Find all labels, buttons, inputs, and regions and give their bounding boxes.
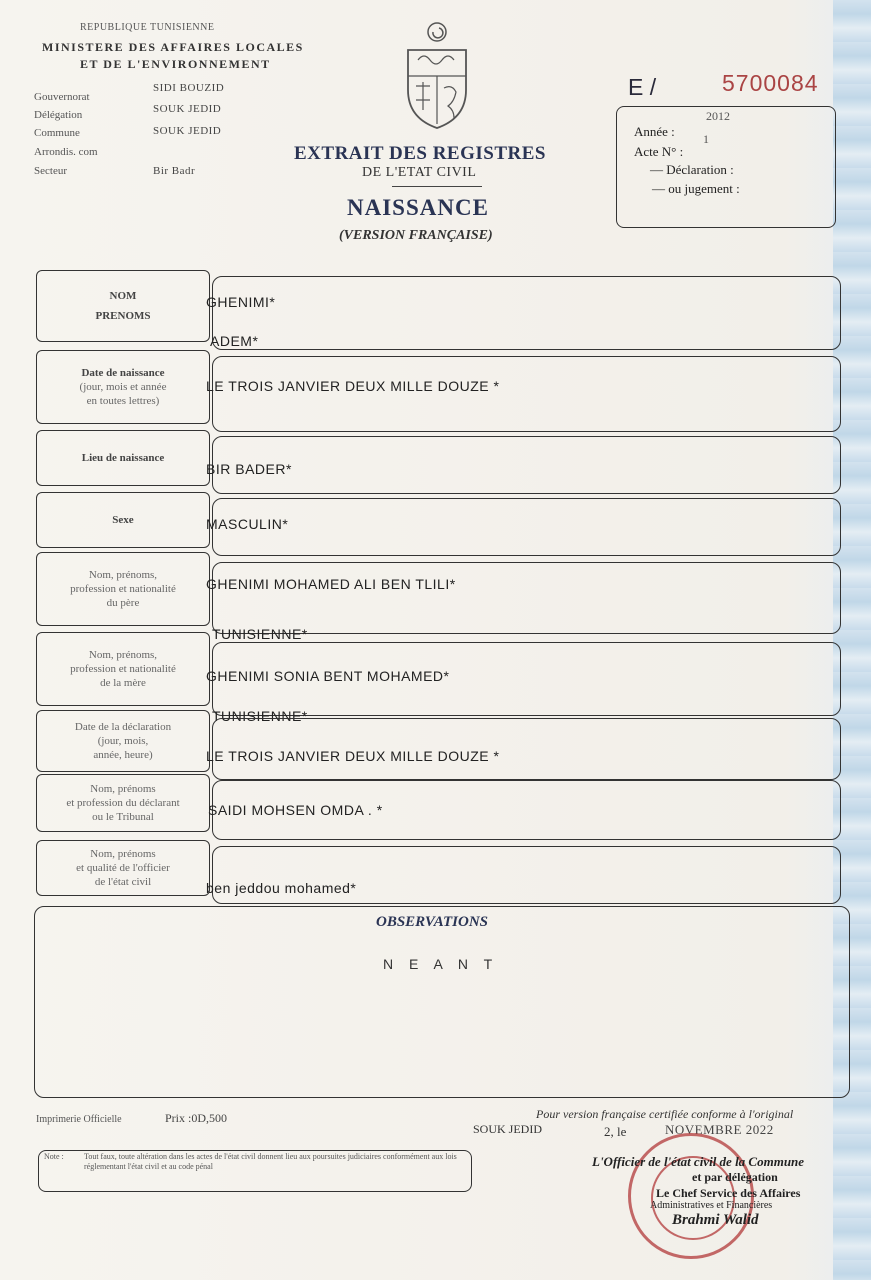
decl-label-2: (jour, mois, (97, 735, 149, 747)
mere-label-1: Nom, prénoms, (88, 649, 158, 661)
acte-value: 1 (703, 132, 709, 146)
declarant-label-3: ou le Tribunal (92, 811, 154, 823)
title-rule (392, 186, 482, 187)
coat-of-arms-icon (400, 20, 474, 132)
declarant-label-1: Nom, prénoms (90, 783, 156, 795)
label-mere (36, 632, 210, 706)
label-arrondissement: Arrondis. com (34, 146, 98, 158)
officier-label-1: Nom, prénoms (90, 848, 156, 860)
title-line2: DE L'ETAT CIVIL (362, 165, 477, 180)
officier-label-2: et qualité de l'officier (76, 862, 170, 874)
imprimerie: Imprimerie Officielle (36, 1114, 122, 1125)
declaration-label: — Déclaration : (650, 162, 734, 177)
officier-label-3: de l'état civil (94, 876, 152, 888)
footer-place: SOUK JEDID (473, 1122, 542, 1136)
signature-line1: L'Officier de l'état civil de la Commune (592, 1154, 805, 1169)
value-secteur: Bir Badr (153, 165, 196, 177)
label-nom-prenoms (36, 270, 210, 342)
label-secteur: Secteur (34, 165, 67, 177)
value-prenoms: ADEM* (210, 333, 259, 349)
value-gouvernorat: SIDI BOUZID (153, 82, 225, 94)
label-date-naissance (36, 350, 210, 424)
value-delegation: SOUK JEDID (153, 103, 222, 115)
value-mere: GHENIMI SONIA BENT MOHAMED* (206, 668, 450, 684)
observations-value: N E A N T (383, 956, 499, 972)
note-text: Tout faux, toute altération dans les actes de l'état civil donnent lieu aux poursuites judiciaires conformément aux lois réglementant l'état civil et au code pénal (84, 1152, 457, 1171)
label-prenoms: PRENOMS (95, 310, 151, 322)
value-declarant: SAIDI MOHSEN OMDA . * (208, 802, 383, 818)
pere-label-3: du père (106, 597, 140, 609)
footer-date-prefix: 2, le (604, 1124, 627, 1139)
mere-label-3: de la mère (100, 677, 146, 689)
pere-label-2: profession et nationalité (70, 583, 176, 595)
title-version: (VERSION FRANÇAISE) (339, 228, 493, 243)
date-label-3: en toutes lettres) (86, 395, 160, 407)
observations-title: OBSERVATIONS (376, 914, 488, 930)
label-sexe: Sexe (36, 492, 210, 548)
decl-label-1: Date de la déclaration (74, 721, 172, 733)
acte-label: Acte N° : (634, 144, 684, 159)
serial-number: 5700084 (722, 70, 819, 96)
date-label-2: (jour, mois et année (79, 381, 167, 393)
jugement-label: — ou jugement : (652, 181, 740, 196)
signature-line2: et par délégation (692, 1170, 778, 1184)
label-officier (36, 840, 210, 896)
label-nom: NOM (109, 290, 137, 302)
value-pere-nationalite: TUNISIENNE* (212, 626, 308, 642)
field-lieu (212, 436, 841, 494)
observations-box (34, 906, 850, 1098)
note-label: Note : (44, 1152, 64, 1161)
value-sexe: MASCULIN* (206, 516, 289, 532)
label-delegation: Délégation (34, 109, 83, 121)
footer-date: NOVEMBRE 2022 (665, 1122, 774, 1137)
republic-text: REPUBLIQUE TUNISIENNE (80, 22, 215, 33)
field-pere (212, 562, 841, 634)
title-line1: EXTRAIT DES REGISTRES (294, 143, 546, 164)
signature-line3: Le Chef Service des Affaires (656, 1186, 801, 1200)
label-declarant (36, 774, 210, 832)
field-date-naissance (212, 356, 841, 432)
ministry-line1: MINISTERE DES AFFAIRES LOCALES (42, 40, 304, 54)
declarant-label-2: et profession du déclarant (66, 797, 180, 809)
signature-name: Brahmi Walid (672, 1212, 759, 1228)
annee-value: 2012 (706, 109, 730, 123)
label-commune: Commune (34, 127, 80, 139)
label-pere (36, 552, 210, 626)
annee-label: Année : (634, 124, 675, 139)
pere-label-1: Nom, prénoms, (88, 569, 158, 581)
value-mere-nationalite: TUNISIENNE* (212, 708, 308, 724)
value-nom: GHENIMI* (206, 294, 276, 310)
label-gouvernorat: Gouvernorat (34, 91, 90, 103)
field-nom-prenoms (212, 276, 841, 350)
value-commune: SOUK JEDID (153, 125, 222, 137)
decl-label-3: année, heure) (93, 749, 153, 761)
prix: Prix :0D,500 (165, 1111, 228, 1125)
field-sexe (212, 498, 841, 556)
date-label-1: Date de naissance (81, 367, 165, 379)
signature-line4: Administratives et Financières (650, 1200, 773, 1211)
label-lieu: Lieu de naissance (36, 430, 210, 486)
ministry-line2: ET DE L'ENVIRONNEMENT (80, 57, 271, 71)
mere-label-2: profession et nationalité (70, 663, 176, 675)
value-pere: GHENIMI MOHAMED ALI BEN TLILI* (206, 576, 456, 592)
label-declaration (36, 710, 210, 772)
title-naissance: NAISSANCE (347, 195, 489, 220)
certif-text: Pour version française certifiée conforme à l'original (536, 1107, 794, 1121)
value-declaration: LE TROIS JANVIER DEUX MILLE DOUZE * (206, 748, 500, 764)
value-lieu: BIR BADER* (206, 461, 292, 477)
serial-prefix: E / (628, 74, 657, 100)
value-date-naissance: LE TROIS JANVIER DEUX MILLE DOUZE * (206, 378, 500, 394)
value-officier: ben jeddou mohamed* (206, 880, 357, 896)
